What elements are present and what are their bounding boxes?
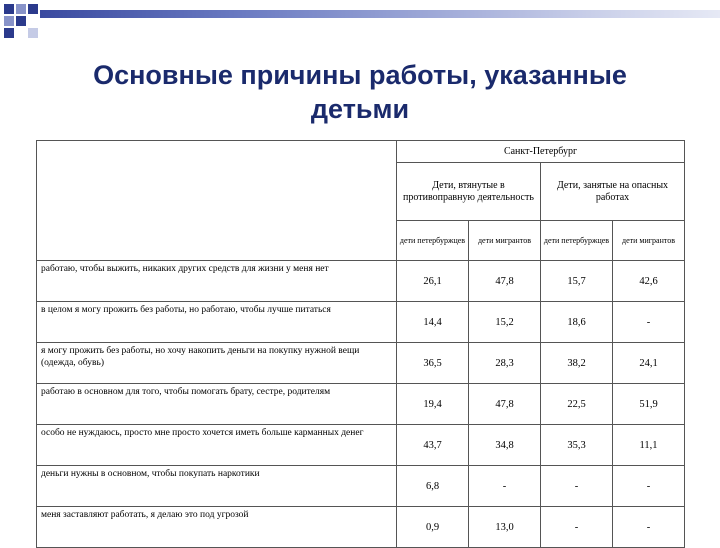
table-cell: 38,2 <box>541 343 613 384</box>
reasons-table <box>36 140 685 548</box>
decorative-gradient-bar <box>40 10 720 18</box>
table-cell: - <box>613 302 685 343</box>
row-label: деньги нужны в основном, чтобы покупать наркотики <box>37 466 397 507</box>
table-cell: 43,7 <box>397 425 469 466</box>
group-header-illegal: Дети, втянутые в противоправную деятельность <box>397 163 541 221</box>
table-cell: - <box>469 466 541 507</box>
table-cell: 14,4 <box>397 302 469 343</box>
table-row <box>37 343 685 384</box>
table-cell: - <box>541 507 613 548</box>
sub-header: дети мигрантов <box>613 221 685 261</box>
table-row <box>37 302 685 343</box>
sub-header: дети петербуржцев <box>397 221 469 261</box>
table-cell: 6,8 <box>397 466 469 507</box>
table-cell: 11,1 <box>613 425 685 466</box>
table-cell: 28,3 <box>469 343 541 384</box>
region-header: Санкт-Петербург <box>397 141 685 163</box>
decorative-square <box>28 28 38 38</box>
table-cell: 13,0 <box>469 507 541 548</box>
row-label: работаю, чтобы выжить, никаких других средств для жизни у меня нет <box>37 261 397 302</box>
table-cell: 42,6 <box>613 261 685 302</box>
sub-header: дети мигрантов <box>469 221 541 261</box>
decorative-square <box>28 4 38 14</box>
table-cell: 51,9 <box>613 384 685 425</box>
table-cell: - <box>613 466 685 507</box>
table-row <box>37 466 685 507</box>
table-cell: 47,8 <box>469 261 541 302</box>
decorative-square <box>4 16 14 26</box>
table-cell: - <box>613 507 685 548</box>
table-cell: 19,4 <box>397 384 469 425</box>
table-cell: 22,5 <box>541 384 613 425</box>
table-cell: 36,5 <box>397 343 469 384</box>
decorative-square <box>16 4 26 14</box>
row-label: особо не нуждаюсь, просто мне просто хочется иметь больше карманных денег <box>37 425 397 466</box>
table-cell: 47,8 <box>469 384 541 425</box>
table-corner-cell <box>37 141 397 261</box>
group-header-hazardous: Дети, занятые на опасных работах <box>541 163 685 221</box>
decorative-square <box>4 4 14 14</box>
table-cell: 18,6 <box>541 302 613 343</box>
slide-title <box>40 58 680 126</box>
title-line-2: детьми <box>310 94 410 124</box>
row-label: работаю в основном для того, чтобы помогать брату, сестре, родителям <box>37 384 397 425</box>
row-label: меня заставляют работать, я делаю это под угрозой <box>37 507 397 548</box>
decorative-header <box>0 0 720 40</box>
table-row <box>37 507 685 548</box>
row-label: я могу прожить без работы, но хочу накопить деньги на покупку нужной вещи (одежда, обувь) <box>37 343 397 384</box>
table-cell: 0,9 <box>397 507 469 548</box>
table-row <box>37 261 685 302</box>
table-cell: 24,1 <box>613 343 685 384</box>
row-label: в целом я могу прожить без работы, но работаю, чтобы лучше питаться <box>37 302 397 343</box>
table-cell: 26,1 <box>397 261 469 302</box>
table-cell: 15,2 <box>469 302 541 343</box>
table-row <box>37 425 685 466</box>
decorative-square <box>16 16 26 26</box>
decorative-square <box>4 28 14 38</box>
table-cell: 15,7 <box>541 261 613 302</box>
table-cell: 35,3 <box>541 425 613 466</box>
title-line-1: Основные причины работы, указанные <box>93 60 627 90</box>
sub-header: дети петербуржцев <box>541 221 613 261</box>
table-cell: - <box>541 466 613 507</box>
table-cell: 34,8 <box>469 425 541 466</box>
table-row <box>37 384 685 425</box>
